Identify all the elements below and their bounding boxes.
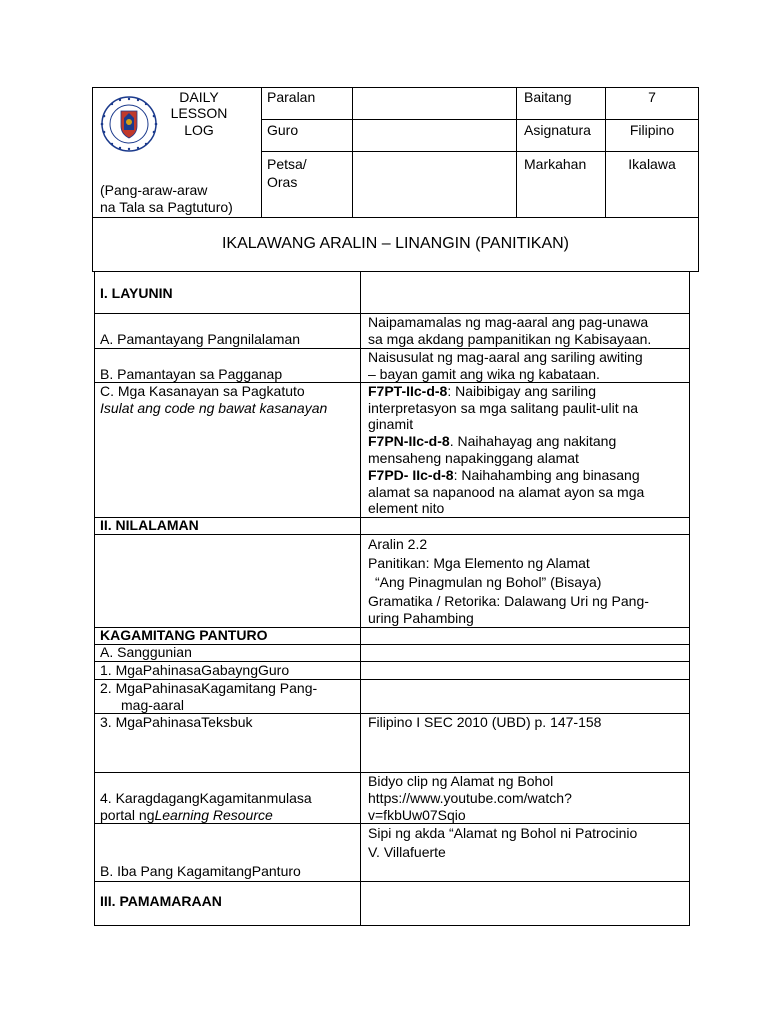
teksbuk-value: Filipino I SEC 2010 (UBD) p. 147-158: [368, 714, 602, 730]
pamantayang-pangnilalaman-label: A. Pamantayang Pangnilalaman: [100, 331, 301, 347]
baitang-value: 7: [648, 89, 656, 105]
log-title-line-3: LOG: [184, 122, 214, 138]
nilalaman-line-1: Aralin 2.2: [368, 536, 428, 552]
section-kagamitang-panturo: KAGAMITANG PANTURO: [100, 627, 268, 643]
kasanayan-item-1-line-3: ginamit: [368, 416, 414, 432]
petsa-label-line-1: Petsa/: [267, 156, 307, 172]
markahan-value: Ikalawa: [628, 156, 676, 172]
pamantayan-sa-pagganap-value-2: – bayan gamit ang wika ng kabataan.: [368, 366, 600, 382]
log-title-line-1: DAILY: [179, 89, 219, 105]
sipi-ng-akda-line-1: Sipi ng akda “Alamat ng Bohol ni Patrocinio: [368, 825, 638, 841]
kasanayan-item-1-line-1: F7PT-IIc-d-8: Naibibigay ang sariling: [368, 383, 596, 399]
nilalaman-line-4: Gramatika / Retorika: Dalawang Uri ng Pang-: [368, 593, 649, 609]
kasanayan-item-3-line-2: alamat sa napanood na alamat ayon sa mga: [368, 484, 645, 500]
pamantayang-pangnilalaman-value-1: Naipamamalas ng mag-aaral ang pag-unawa: [368, 314, 649, 330]
subtitle-line-1: (Pang-araw-araw: [100, 182, 208, 198]
iba-pang-kagamitan-label: B. Iba Pang KagamitangPanturo: [100, 863, 301, 879]
subtitle-line-2: na Tala sa Pagtuturo): [100, 199, 233, 215]
kasanayan-item-1-line-2: interpretasyon sa mga salitang paulit-ulit na: [368, 400, 639, 416]
nilalaman-line-3: “Ang Pinagmulan ng Bohol” (Bisaya): [375, 574, 602, 590]
kasanayan-item-3-line-3: element nito: [368, 500, 445, 516]
kasanayan-item-2-line-2: mensaheng napakinggang alamat: [368, 450, 579, 466]
kagamitang-pang-mag-aaral-line-2: mag-aaral: [121, 697, 185, 713]
section-pamamaraan: III. PAMAMARAAN: [100, 893, 222, 909]
section-layunin: I. LAYUNIN: [100, 285, 173, 301]
log-title-line-2: LESSON: [170, 105, 228, 121]
pamantayan-sa-pagganap-value-1: Naisusulat ng mag-aaral ang sariling awiting: [368, 349, 643, 365]
youtube-link-line-2[interactable]: v=fkbUw07Sqio: [368, 807, 466, 823]
pamantayang-pangnilalaman-value-2: sa mga akdang pampanitikan ng Kabisayaan.: [368, 331, 652, 347]
sipi-ng-akda-line-2: V. Villafuerte: [368, 844, 446, 860]
bidyo-clip-line-1: Bidyo clip ng Alamat ng Bohol: [368, 773, 554, 789]
kasanayan-sublabel: Isulat ang code ng bawat kasanayan: [100, 400, 328, 416]
kasanayan-code-2: F7PN-IIc-d-8: [368, 433, 450, 449]
markahan-label: Markahan: [524, 156, 587, 172]
sanggunian-label: A. Sanggunian: [100, 644, 192, 660]
gabay-ng-guro-label: 1. MgaPahinasaGabayngGuro: [100, 662, 290, 678]
karagdagang-kagamitan-line-1: 4. KaragdagangKagamitanmulasa: [100, 790, 312, 806]
lesson-title: IKALAWANG ARALIN – LINANGIN (PANITIKAN): [221, 235, 570, 252]
kasanayan-label: C. Mga Kasanayan sa Pagkatuto: [100, 383, 305, 399]
nilalaman-line-2: Panitikan: Mga Elemento ng Alamat: [368, 555, 590, 571]
petsa-label-line-2: Oras: [267, 174, 298, 190]
kasanayan-code-3: F7PD- IIc-d-8: [368, 467, 454, 483]
karagdagang-kagamitan-line-2: portal ngLearning Resource: [100, 807, 273, 823]
youtube-link-line-1[interactable]: https://www.youtube.com/watch?: [368, 790, 572, 806]
asignatura-value: Filipino: [629, 122, 675, 138]
kasanayan-item-3-line-1: F7PD- IIc-d-8: Naihahambing ang binasang: [368, 467, 640, 483]
kasanayan-item-2-line-1: F7PN-IIc-d-8. Naihahayag ang nakitang: [368, 433, 617, 449]
section-nilalaman: II. NILALAMAN: [100, 517, 199, 533]
asignatura-label: Asignatura: [524, 122, 591, 138]
guro-label: Guro: [267, 122, 299, 138]
baitang-label: Baitang: [524, 89, 572, 105]
nilalaman-line-5: uring Pahambing: [368, 610, 474, 626]
kagamitang-pang-mag-aaral-line-1: 2. MgaPahinasaKagamitang Pang-: [100, 680, 318, 696]
teksbuk-label: 3. MgaPahinasaTeksbuk: [100, 714, 253, 730]
paralan-label: Paralan: [267, 89, 316, 105]
deped-seal-logo: [94, 96, 164, 152]
kasanayan-code-1: F7PT-IIc-d-8: [368, 383, 448, 399]
pamantayan-sa-pagganap-label: B. Pamantayan sa Pagganap: [100, 366, 283, 382]
